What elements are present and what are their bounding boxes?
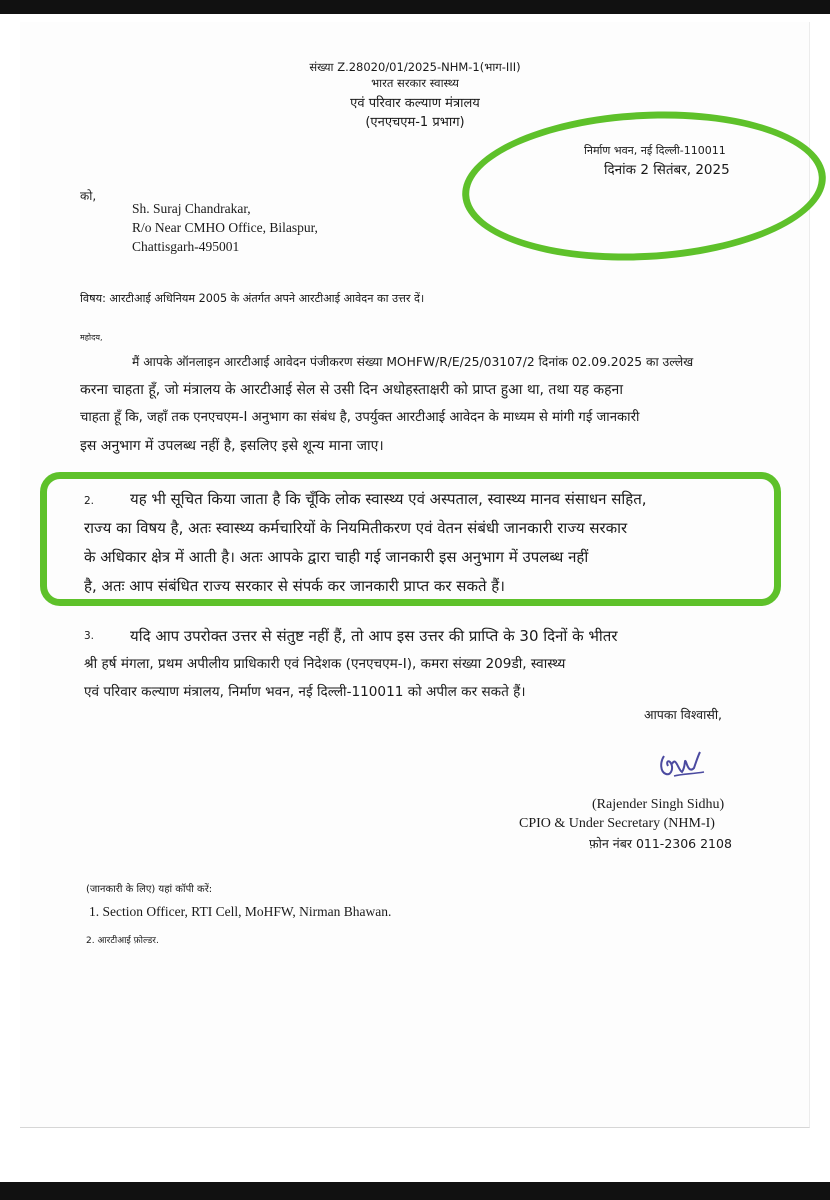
paragraph-2-line: के अधिकार क्षेत्र में आती है। अतः आपके द्वारा चाही गई जानकारी इस अनुभाग में उपलब्ध नहीं bbox=[84, 548, 589, 566]
to-label: को, bbox=[80, 189, 97, 203]
recipient-address: R/o Near CMHO Office, Bilaspur, bbox=[132, 220, 318, 235]
paragraph-1 bbox=[80, 348, 693, 460]
government-line: भारत सरकार स्वास्थ्य bbox=[371, 76, 459, 90]
copy-recipient-1: 1. Section Officer, RTI Cell, MoHFW, Nirman Bhawan. bbox=[89, 904, 392, 919]
recipient-name: Sh. Suraj Chandrakar, bbox=[132, 201, 251, 216]
place-line: निर्माण भवन, नई दिल्ली-110011 bbox=[584, 144, 726, 157]
paragraph-2-line: है, अतः आप संबंधित राज्य सरकार से संपर्क कर जानकारी प्राप्त कर सकते हैं। bbox=[84, 577, 505, 595]
closing: आपका विश्वासी, bbox=[644, 707, 723, 722]
paragraph-2-line: यह भी सूचित किया जाता है कि चूँकि लोक स्वास्थ्य एवं अस्पताल, स्वास्थ्य मानव संसाधन सहित, bbox=[130, 490, 647, 508]
paragraph-3 bbox=[84, 622, 618, 706]
signer-phone: फ़ोन नंबर 011-2306 2108 bbox=[589, 836, 732, 851]
paragraph-1-line: इस अनुभाग में उपलब्ध नहीं है, इसलिए इसे शून्य माना जाए। bbox=[80, 438, 384, 454]
division-line: (एनएचएम-1 प्रभाग) bbox=[365, 115, 465, 130]
recipient-state: Chattisgarh-495001 bbox=[132, 239, 240, 254]
ministry-line: एवं परिवार कल्याण मंत्रालय bbox=[350, 96, 480, 111]
paragraph-1-line: करना चाहता हूँ, जो मंत्रालय के आरटीआई सेल से उसी दिन अधोहस्ताक्षरी को प्राप्त हुआ था, तथा यह कहना bbox=[80, 382, 623, 398]
paragraph-3-line: श्री हर्ष मंगला, प्रथम अपीलीय प्राधिकारी एवं निदेशक (एनएचएम-I), कमरा संख्या 209डी, स्वास्थ्य bbox=[84, 656, 566, 672]
top-dark-bar bbox=[0, 0, 830, 14]
signer-title: CPIO & Under Secretary (NHM-I) bbox=[519, 816, 715, 831]
paragraph-2-line: राज्य का विषय है, अतः स्वास्थ्य कर्मचारियों के नियमितीकरण एवं वेतन संबंधी जानकारी राज्य सरकार bbox=[84, 519, 628, 537]
subject-line: विषय: आरटीआई अधिनियम 2005 के अंतर्गत अपने आरटीआई आवेदन का उत्तर दें। bbox=[80, 292, 425, 305]
paragraph-3-number: 3. bbox=[84, 630, 95, 642]
paragraph-1-line: मैं आपके ऑनलाइन आरटीआई आवेदन पंजीकरण संख्या MOHFW/R/E/25/03107/2 दिनांक 02.09.2025 का उल्लेख bbox=[132, 355, 694, 369]
copy-heading: (जानकारी के लिए) यहां कॉपी करें: bbox=[86, 884, 213, 895]
date-line: दिनांक 2 सितंबर, 2025 bbox=[604, 162, 730, 178]
copy-recipient-2: 2. आरटीआई फ़ोल्डर. bbox=[86, 936, 159, 946]
bottom-dark-bar bbox=[0, 1182, 830, 1200]
salutation: महोदय, bbox=[80, 333, 103, 342]
paragraph-2-number: 2. bbox=[84, 495, 95, 507]
paragraph-1-line: चाहता हूँ कि, जहाँ तक एनएचएम-I अनुभाग का संबंध है, उपर्युक्त आरटीआई आवेदन के माध्यम से मांगी गई जानकारी bbox=[80, 410, 640, 425]
signer-name: (Rajender Singh Sidhu) bbox=[592, 797, 725, 812]
paragraph-3-line: यदि आप उपरोक्त उत्तर से संतुष्ट नहीं हैं, तो आप इस उत्तर की प्राप्ति के 30 दिनों के भीतर bbox=[130, 627, 618, 645]
reference-number: संख्या Z.28020/01/2025-NHM-1(भाग-III) bbox=[309, 60, 521, 74]
paragraph-3-line: एवं परिवार कल्याण मंत्रालय, निर्माण भवन, नई दिल्ली-110011 को अपील कर सकते हैं। bbox=[84, 684, 526, 700]
signature-mark bbox=[656, 742, 710, 784]
paragraph-2 bbox=[84, 485, 647, 601]
